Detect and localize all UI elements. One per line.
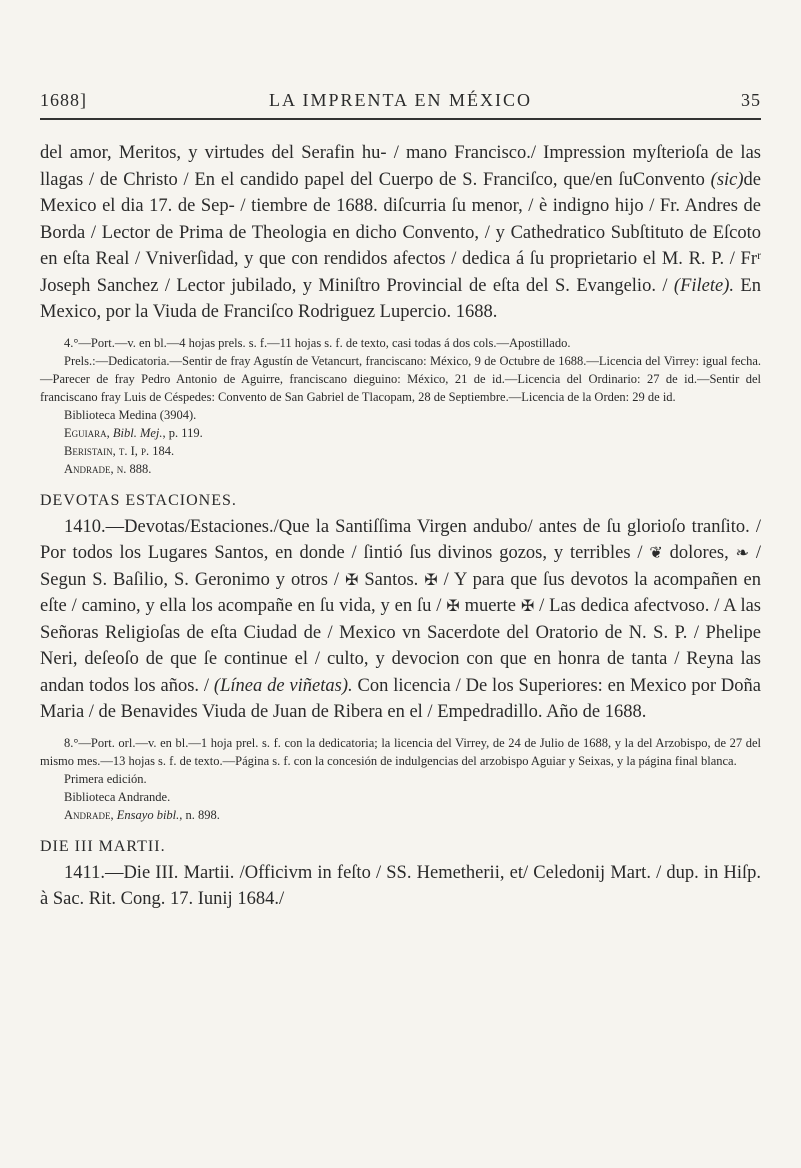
cross-icon: ✠	[424, 569, 438, 589]
entry-1410-ref-andrade: Andrade, Ensayo bibl., n. 898.	[64, 807, 220, 822]
entry-1410-collation: 8.°—Port. orl.—v. en bl.—1 hoja prel. s. f. con la dedicatoria; la licencia del Virrey, de 24 de Julio de 1688, y la del Arzobispo, de 27 del mismo mes.—13 hojas s. f. de texto.—Página s. f. con la concesión de indulgencias del arzobispo Aguiar y Seixas, y la página final blanca.	[40, 735, 761, 768]
filete-note: (Filete).	[673, 275, 735, 296]
entry-1409-ref-beristain: Beristain, t. I, p. 184.	[64, 443, 175, 458]
entry-1410-library: Biblioteca Andrande.	[64, 789, 171, 804]
ornament-flower-icon: ❦	[649, 543, 663, 562]
page-body	[40, 140, 761, 913]
entry-1410-title: 1410.—Devotas/Estaciones./Que la Santiſſima Virgen andubo/ antes de ſu glorioſo tranſito. / Por todos los Lugares Santos, en donde / ſintió ſus divinos gozos, y terribles / ❦ dolores, ❧ / Segun S. Baſilio, S. Geronimo y otros / ✠ Santos. ✠ / Y para que ſus devotos la acompañen en eſte / camino, y ella los acompañe en ſu vida, y en ſu / ✠ muerte ✠ / Las dedica afectvoso. / A las Señoras Religioſas de eſta Ciudad de / Mexico vn Sacerdote del Oratorio de N. S. P. / Phelipe Neri, deſeoſo de que ſe continue el / culto, y devocion con que en honra de tanta / Reyna las andan todos los años. / (Línea de viñetas). Con licencia / De los Superiores: en Mexico por Doña Maria / de Benavides Viuda de Juan de Ribera en el / Empedradillo. Año de 1688.	[40, 516, 762, 722]
cross-icon: ✠	[345, 569, 359, 589]
ornament-leaf-icon: ❧	[735, 543, 750, 562]
section-heading-devotas: DEVOTAS ESTACIONES.	[40, 491, 237, 509]
header-title: LA IMPRENTA EN MÉXICO	[268, 90, 533, 110]
page-number: 35	[741, 90, 761, 110]
cross-icon: ✠	[520, 596, 535, 615]
entry-1409-collation: 4.°—Port.—v. en bl.—4 hojas prels. s. f.—11 hojas s. f. de texto, casi todas á dos cols.—Apostillado.	[64, 335, 571, 350]
sic-note: (sic)	[710, 169, 744, 190]
vinetas-note: (Línea de viñetas).	[213, 675, 353, 696]
running-header	[40, 90, 761, 116]
entry-1409-ref-andrade: Andrade, n. 888.	[64, 461, 152, 476]
header-rule	[40, 118, 761, 120]
entry-1409-library: Biblioteca Medina (3904).	[64, 407, 197, 422]
entry-1409-title: del amor, Meritos, y virtudes del Serafin hu- / mano Francisco./ Impression myſterioſa de las llagas / de Christo / En el candido papel del Cuerpo de S. Franciſco, que/en ſuConvento (sic)de Mexico el dia 17. de Sep- / tiembre de 1688. diſcurria ſu menor, / è indigno hijo / Fr. Andres de Borda / Lector de Prima de Theologia en dicho Convento, / y Cathedratico Subſtituto de Eſcoto en eſta Real / Vniverſidad, y que con rendidos afectos / dedica á ſu proprietario el M. R. P. / Frʳ Joseph Sanchez / Lector jubilado, y Miniſtro Provincial de eſta del S. Evangelio. / (Filete). En Mexico, por la Viuda de Franciſco Rodriguez Lupercio. 1688.	[40, 143, 761, 322]
section-heading-die-iii-martii: DIE III MARTII.	[40, 837, 166, 855]
entry-1410-edition: Primera edición.	[64, 771, 147, 786]
entry-1409-ref-eguiara: Eguiara, Bibl. Mej., p. 119.	[64, 425, 203, 440]
header-year: 1688]	[40, 90, 87, 110]
entry-1409-prels: Prels.:—Dedicatoria.—Sentir de fray Agustín de Vetancurt, franciscano: México, 9 de Octubre de 1688.—Licencia del Virrey: igual fecha.—Parecer de fray Pedro Antonio de Aguirre, franciscano dieguino: México, 21 de id.—Licencia del Ordinario: 27 de id.—Sentir del franciscano fray Luis de Céspedes: Convento de San Gabriel de Tlacopam, 28 de Septiembre.—Licencia de la Orden: 29 de id.	[40, 353, 761, 404]
cross-icon: ✠	[446, 596, 460, 615]
entry-1411-title: 1411.—Die III. Martii. /Officivm in feſto / SS. Hemetherii, et/ Celedonij Mart. / dup. in Hiſp. à Sac. Rit. Cong. 17. Iunij 1684./	[40, 862, 761, 909]
